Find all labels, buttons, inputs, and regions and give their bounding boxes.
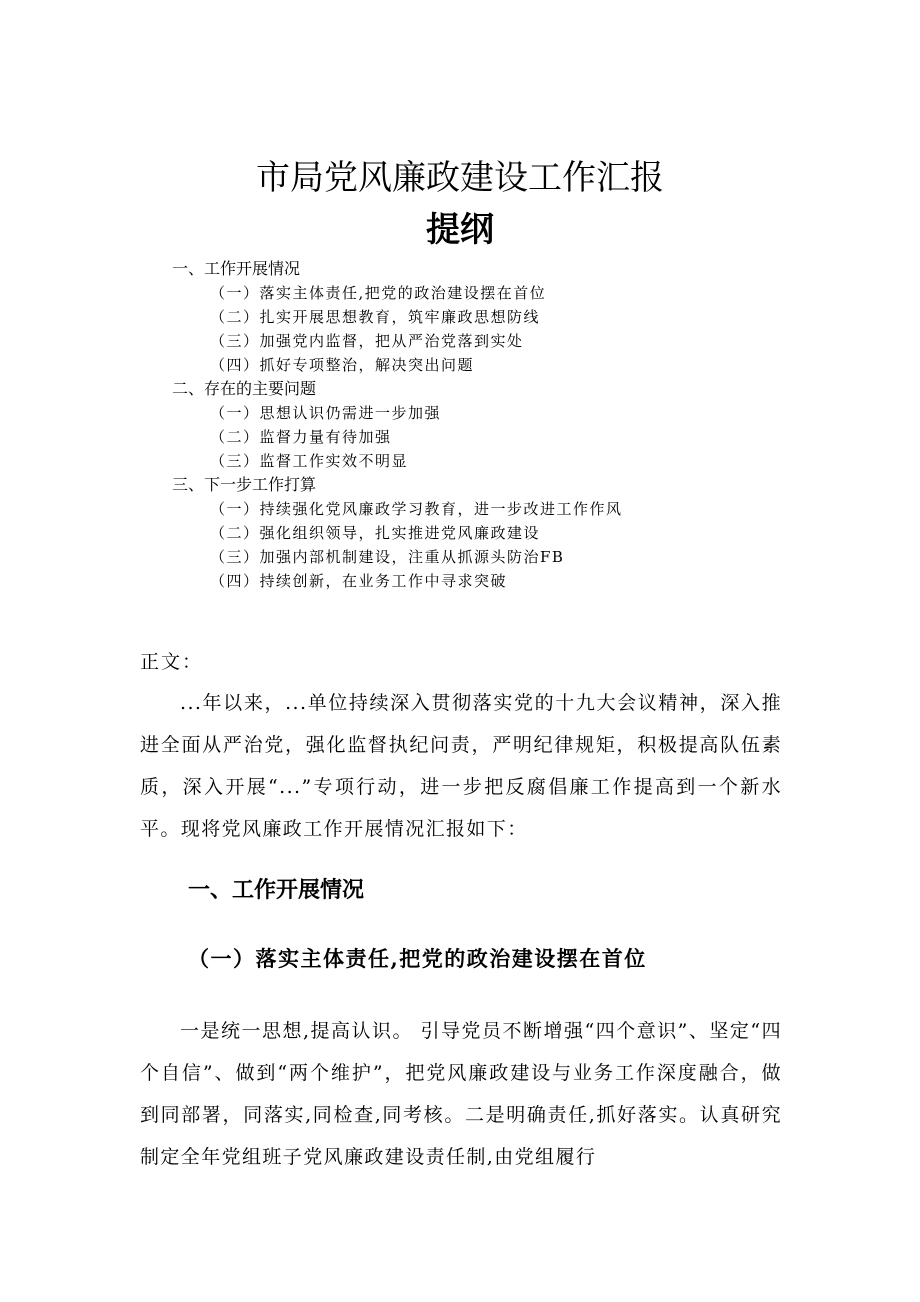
outline-item: （四）抓好专项整治，解决突出问题 — [210, 356, 475, 374]
outline-item: （三）加强党内监督，把从严治党落到实处 — [210, 332, 524, 350]
outline-item: （二）强化组织领导，扎实推进党风廉政建设 — [210, 524, 541, 542]
outline-heading-2: 二、存在的主要问题 — [172, 379, 317, 398]
outline-item: （四）持续创新，在业务工作中寻求突破 — [210, 572, 508, 590]
outline-item: （二）监督力量有待加强 — [210, 428, 392, 446]
section-heading: 一、工作开展情况 — [188, 878, 365, 903]
intro-paragraph: ...年以来，...单位持续深入贯彻落实党的十九大会议精神，深入推进全面从严治党，强化监督执纪问责，严明纪律规矩，积极提高队伍素质，深入开展“...”专项行动，进一步把反腐倡廉工作提高到一个新水平。现将党风廉政工作开展情况汇报如下： — [140, 692, 782, 840]
body-label: 正文： — [140, 651, 204, 673]
subsection-heading: （一）落实主体责任,把党的政治建设摆在首位 — [188, 946, 647, 971]
outline-item: （一）持续强化党风廉政学习教育，进一步改进工作作风 — [210, 500, 623, 518]
outline-item: （二）扎实开展思想教育，筑牢廉政思想防线 — [210, 308, 541, 326]
outline-item: （一）落实主体责任,把党的政治建设摆在首位 — [210, 284, 547, 302]
outline-item: （三）监督工作实效不明显 — [210, 452, 409, 470]
outline-heading-3: 三、下一步工作打算 — [172, 475, 317, 494]
body-paragraph: 一是统一思想,提高认识。 引导党员不断增强“四个意识”、坚定“四个自信”、做到“两个维护”，把党风廉政建设与业务工作深度融合，做到同部署，同落实,同检查,同考核。二是明确责任,抓好落实。认真研究制定全年党组班子党风廉政建设责任制,由党组履行 — [140, 1020, 782, 1168]
document-subtitle: 提纲 — [426, 210, 494, 250]
document-title: 市局党风廉政建设工作汇报 — [256, 158, 664, 198]
outline-item: （一）思想认识仍需进一步加强 — [210, 404, 442, 422]
outline-heading-1: 一、工作开展情况 — [172, 259, 301, 278]
outline-item: （三）加强内部机制建设，注重从抓源头防治FB — [210, 548, 565, 566]
